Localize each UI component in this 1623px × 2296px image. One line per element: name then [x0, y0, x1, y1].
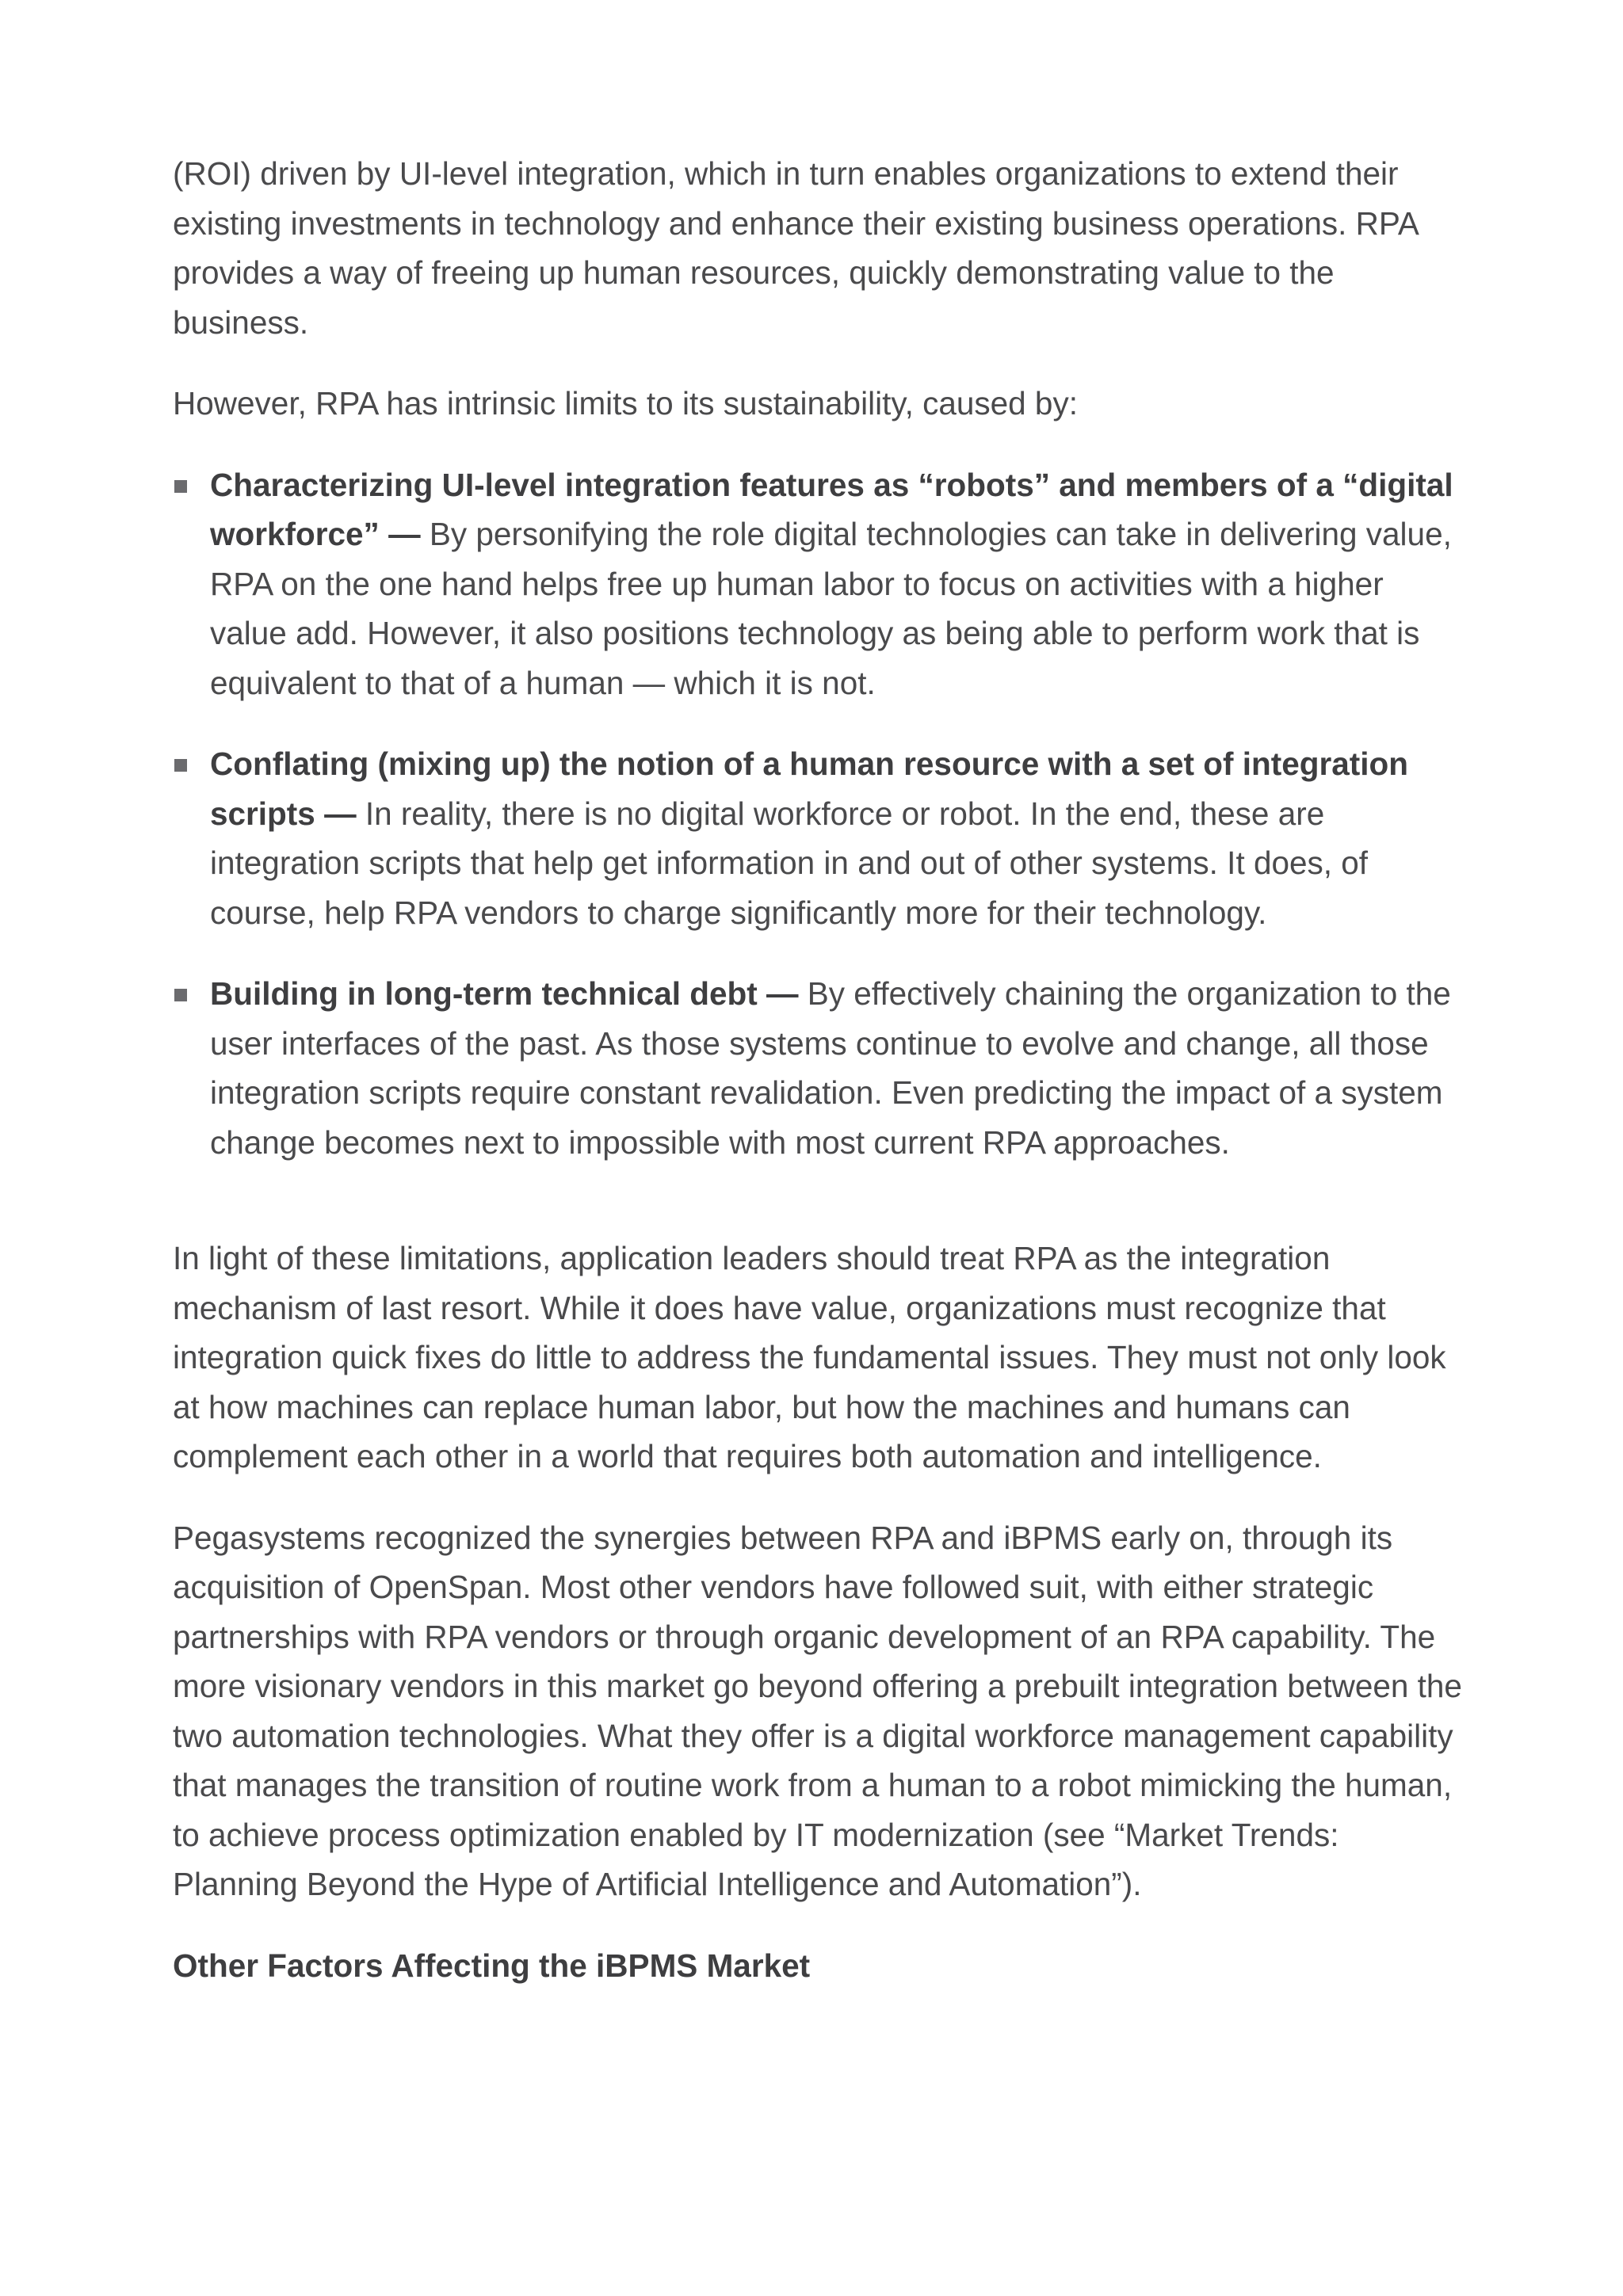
list-item-lead: Characterizing UI-level integration features as “robots” and members of a “digital workforce” — — [210, 466, 1453, 552]
list-item-text: By personifying the role digital technologies can take in delivering value, RPA on the one hand helps free up human labor to focus on activities with a higher value add. However, it also positions technology as being able to perform work that is equivalent to that of a human — which it is not. — [210, 516, 1452, 701]
paragraph-last-resort: In light of these limitations, application leaders should treat RPA as the integration mechanism of last resort. While it does have value, organizations must recognize that integration quick fixes do little to address the fundamental issues. They must not only look at how machines can replace human labor, but how the machines and humans can complement each other in a world that requires both automation and intelligence. — [173, 1240, 1446, 1474]
section-heading: Other Factors Affecting the iBPMS Market — [173, 1947, 811, 1984]
square-bullet-icon — [174, 989, 187, 1001]
square-bullet-icon — [174, 759, 187, 772]
list-item-lead: Building in long-term technical debt — — [210, 975, 799, 1012]
paragraph-roi: (ROI) driven by UI-level integration, which in turn enables organizations to extend their existing investments in technology and enhance their existing business operations. RPA provides a way of freeing up human resources, quickly demonstrating value to the business. — [173, 155, 1418, 341]
paragraph-pegasystems: Pegasystems recognized the synergies between RPA and iBPMS early on, through its acquisition of OpenSpan. Most other vendors have followed suit, with either strategic partnerships with RPA vendors or through organic development of an RPA capability. The more visionary vendors in this market go beyond offering a prebuilt integration between the two automation technologies. What they offer is a digital workforce management capability that manages the transition of routine work from a human to a robot mimicking the human, to achieve process optimization enabled by IT modernization (see “Market Trends: Planning Beyond the Hype of Artificial Intelligence and Automation”). — [173, 1519, 1462, 1902]
limits-list — [173, 460, 1465, 1168]
list-item-text: By effectively chaining the organization to the user interfaces of the past. As those systems continue to evolve and change, all those integration scripts require constant revalidation. Even predicting the impact of a system change becomes next to impossible with most current RPA approaches. — [210, 975, 1451, 1161]
paragraph-limits-intro: However, RPA has intrinsic limits to its sustainability, caused by: — [173, 385, 1078, 421]
list-item — [173, 739, 1465, 937]
square-bullet-icon — [174, 480, 187, 493]
document-page — [173, 149, 1465, 1990]
list-item-text: In reality, there is no digital workforce or robot. In the end, these are integration scripts that help get information in and out of other systems. It does, of course, help RPA vendors to charge significantly more for their technology. — [210, 795, 1369, 931]
list-item-lead: Conflating (mixing up) the notion of a human resource with a set of integration scripts — — [210, 746, 1409, 832]
list-item — [173, 460, 1465, 708]
list-item — [173, 969, 1465, 1167]
